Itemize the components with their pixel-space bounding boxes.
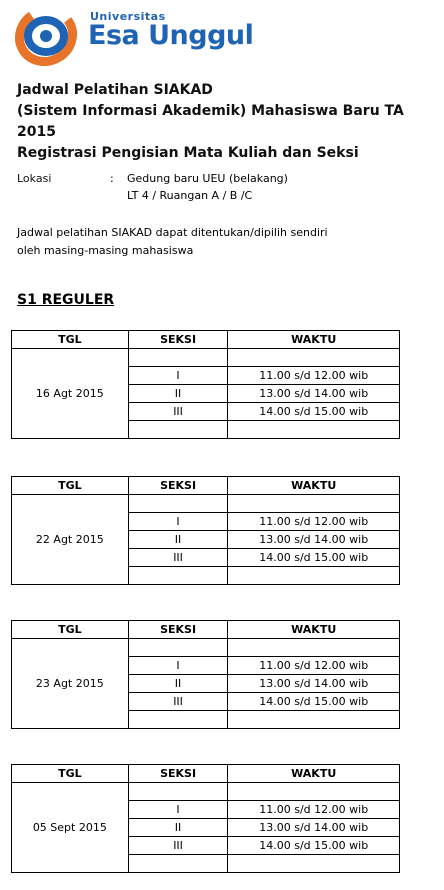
description	[17, 224, 328, 260]
header-waktu: WAKTU	[228, 765, 400, 783]
waktu-cell: 13.00 s/d 14.00 wib	[228, 531, 400, 549]
title-line-2: (Sistem Informasi Akademik) Mahasiswa Baru TA 2015	[17, 103, 404, 140]
table-header-row	[12, 765, 400, 783]
empty-cell	[128, 711, 228, 729]
waktu-cell: 14.00 s/d 15.00 wib	[228, 403, 400, 421]
description-line-2: oleh masing-masing mahasiswa	[17, 244, 194, 257]
waktu-cell: 14.00 s/d 15.00 wib	[228, 693, 400, 711]
university-logo	[14, 4, 254, 66]
date-cell: 16 Agt 2015	[12, 349, 129, 439]
location-colon: :	[110, 172, 114, 185]
table-header-row	[12, 331, 400, 349]
location-room: LT 4 / Ruangan A / B /C	[127, 189, 253, 202]
table-row	[12, 783, 400, 801]
header-tgl: TGL	[12, 621, 129, 639]
waktu-cell: 13.00 s/d 14.00 wib	[228, 675, 400, 693]
empty-cell	[228, 421, 400, 439]
logo-universitas-text: Universitas	[90, 10, 166, 23]
waktu-cell: 13.00 s/d 14.00 wib	[228, 819, 400, 837]
seksi-cell: I	[128, 367, 228, 385]
empty-cell	[228, 495, 400, 513]
location-label: Lokasi	[17, 172, 52, 185]
waktu-cell: 11.00 s/d 12.00 wib	[228, 367, 400, 385]
title-line-3: Registrasi Pengisian Mata Kuliah dan Seksi	[17, 145, 359, 161]
empty-cell	[128, 495, 228, 513]
page-title	[17, 80, 444, 164]
table-header-row	[12, 621, 400, 639]
seksi-cell: II	[128, 819, 228, 837]
seksi-cell: I	[128, 657, 228, 675]
schedule-table	[11, 764, 400, 873]
empty-cell	[228, 783, 400, 801]
empty-cell	[228, 855, 400, 873]
header-tgl: TGL	[12, 331, 129, 349]
logo-emblem-icon	[14, 4, 84, 66]
seksi-cell: III	[128, 549, 228, 567]
schedule-table	[11, 476, 400, 585]
header-tgl: TGL	[12, 765, 129, 783]
date-cell: 23 Agt 2015	[12, 639, 129, 729]
date-cell: 05 Sept 2015	[12, 783, 129, 873]
date-cell: 22 Agt 2015	[12, 495, 129, 585]
empty-cell	[228, 349, 400, 367]
table-row	[12, 639, 400, 657]
location-building: Gedung baru UEU (belakang)	[127, 172, 288, 185]
section-title: S1 REGULER	[17, 292, 115, 308]
schedule-table	[11, 330, 400, 439]
empty-cell	[228, 639, 400, 657]
header-seksi: SEKSI	[128, 477, 228, 495]
seksi-cell: II	[128, 385, 228, 403]
table-header-row	[12, 477, 400, 495]
seksi-cell: I	[128, 513, 228, 531]
waktu-cell: 11.00 s/d 12.00 wib	[228, 801, 400, 819]
empty-cell	[128, 783, 228, 801]
seksi-cell: III	[128, 403, 228, 421]
table-row	[12, 495, 400, 513]
empty-cell	[128, 421, 228, 439]
waktu-cell: 14.00 s/d 15.00 wib	[228, 837, 400, 855]
empty-cell	[128, 855, 228, 873]
waktu-cell: 11.00 s/d 12.00 wib	[228, 657, 400, 675]
seksi-cell: II	[128, 675, 228, 693]
empty-cell	[228, 711, 400, 729]
seksi-cell: III	[128, 837, 228, 855]
waktu-cell: 13.00 s/d 14.00 wib	[228, 385, 400, 403]
header-waktu: WAKTU	[228, 621, 400, 639]
header-seksi: SEKSI	[128, 331, 228, 349]
table-row	[12, 349, 400, 367]
header-waktu: WAKTU	[228, 477, 400, 495]
description-line-1: Jadwal pelatihan SIAKAD dapat ditentukan/dipilih sendiri	[17, 226, 328, 239]
empty-cell	[228, 567, 400, 585]
empty-cell	[128, 639, 228, 657]
seksi-cell: II	[128, 531, 228, 549]
seksi-cell: III	[128, 693, 228, 711]
header-waktu: WAKTU	[228, 331, 400, 349]
empty-cell	[128, 567, 228, 585]
empty-cell	[128, 349, 228, 367]
waktu-cell: 11.00 s/d 12.00 wib	[228, 513, 400, 531]
title-line-1: Jadwal Pelatihan SIAKAD	[17, 82, 213, 98]
header-seksi: SEKSI	[128, 765, 228, 783]
waktu-cell: 14.00 s/d 15.00 wib	[228, 549, 400, 567]
seksi-cell: I	[128, 801, 228, 819]
header-seksi: SEKSI	[128, 621, 228, 639]
schedule-table	[11, 620, 400, 729]
logo-name-text: Esa Unggul	[88, 20, 254, 51]
header-tgl: TGL	[12, 477, 129, 495]
